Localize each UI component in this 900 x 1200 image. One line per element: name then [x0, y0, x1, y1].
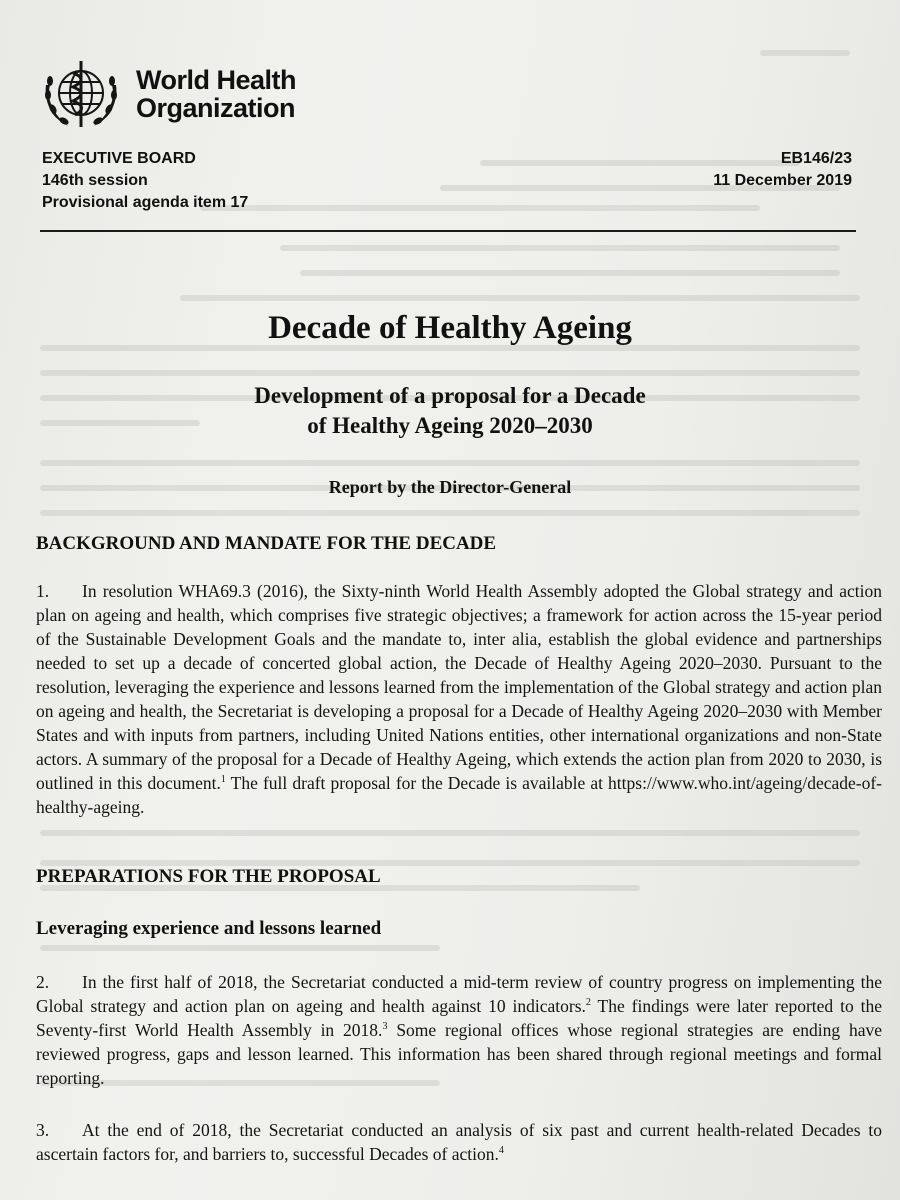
organization-name [136, 66, 296, 122]
document-reference [713, 148, 852, 192]
paragraph-number: 2. [36, 972, 50, 992]
document-number: EB146/23 [780, 150, 852, 167]
header-divider [40, 230, 856, 232]
paragraph-3 [36, 1118, 882, 1166]
document-title: Decade of Healthy Ageing [268, 310, 632, 346]
paragraph-text: At the end of 2018, the Secretariat conducted an analysis of six past and current health-related Decades to ascertain factors for, and barriers to, successful Decades of action. [36, 1120, 882, 1164]
session-info [42, 148, 248, 214]
org-name-line-2: Organization [136, 93, 296, 123]
org-name-line-1: World Health [136, 65, 297, 95]
paragraph-text-continued: The full draft proposal for the Decade is available at https://www.who.int/ageing/decade-of-healthy-ageing. [36, 773, 882, 817]
session-number: 146th session [42, 172, 148, 189]
paragraph-1 [36, 579, 882, 819]
document-date: 11 December 2019 [713, 172, 852, 189]
subtitle-line-2: of Healthy Ageing 2020–2030 [307, 413, 593, 438]
footnote-marker: 4 [498, 1145, 504, 1157]
document-subtitle [0, 381, 900, 441]
paragraph-text: The findings were later reported to the Seventy-first World Health Assembly in 2018. [36, 996, 882, 1040]
footnote-marker: 1 [220, 774, 226, 786]
paragraph-2 [36, 970, 882, 1090]
section-heading-background: BACKGROUND AND MANDATE FOR THE DECADE [36, 533, 497, 554]
paragraph-number: 1. [36, 581, 50, 601]
subsection-heading-leveraging: Leveraging experience and lessons learned [36, 918, 382, 939]
paragraph-text: Some regional offices whose regional strategies are ending have reviewed progress, gaps and lesson learned. This information has been shared through regional meetings and formal reporting. [36, 1020, 882, 1088]
footnote-marker: 2 [585, 997, 591, 1009]
who-emblem-icon [40, 55, 122, 133]
who-logo [40, 55, 296, 133]
report-author-line: Report by the Director-General [328, 477, 572, 497]
paragraph-text: In resolution WHA69.3 (2016), the Sixty-ninth World Health Assembly adopted the Global strategy and action plan on ageing and health, which comprises five strategic objectives; a framework for action across the 15-year period of the Sustainable Development Goals and the mandate to, inter alia, establish the global evidence and partnerships needed to set up a decade of concerted global action, the Decade of Healthy Ageing 2020–2030. Pursuant to the resolution, leveraging the experience and lessons learned from the implementation of the Global strategy and action plan on ageing and health, the Secretariat is developing a proposal for a Decade of Healthy Ageing 2020–2030 with Member States and with inputs from partners, including United Nations entities, other international organizations and non-State actors. A summary of the proposal for a Decade of Healthy Ageing, which extends the action plan from 2020 to 2030, is outlined in this document. [36, 581, 882, 793]
paragraph-number: 3. [36, 1120, 50, 1140]
footnote-marker: 3 [382, 1021, 388, 1033]
board-name: EXECUTIVE BOARD [42, 150, 196, 167]
agenda-item: Provisional agenda item 17 [42, 194, 249, 211]
paragraph-text: In the first half of 2018, the Secretariat conducted a mid-term review of country progress on implementing the Global strategy and action plan on ageing and health against 10 indicators. [36, 972, 882, 1016]
subtitle-line-1: Development of a proposal for a Decade [254, 383, 646, 408]
section-heading-preparations: PREPARATIONS FOR THE PROPOSAL [36, 866, 381, 887]
